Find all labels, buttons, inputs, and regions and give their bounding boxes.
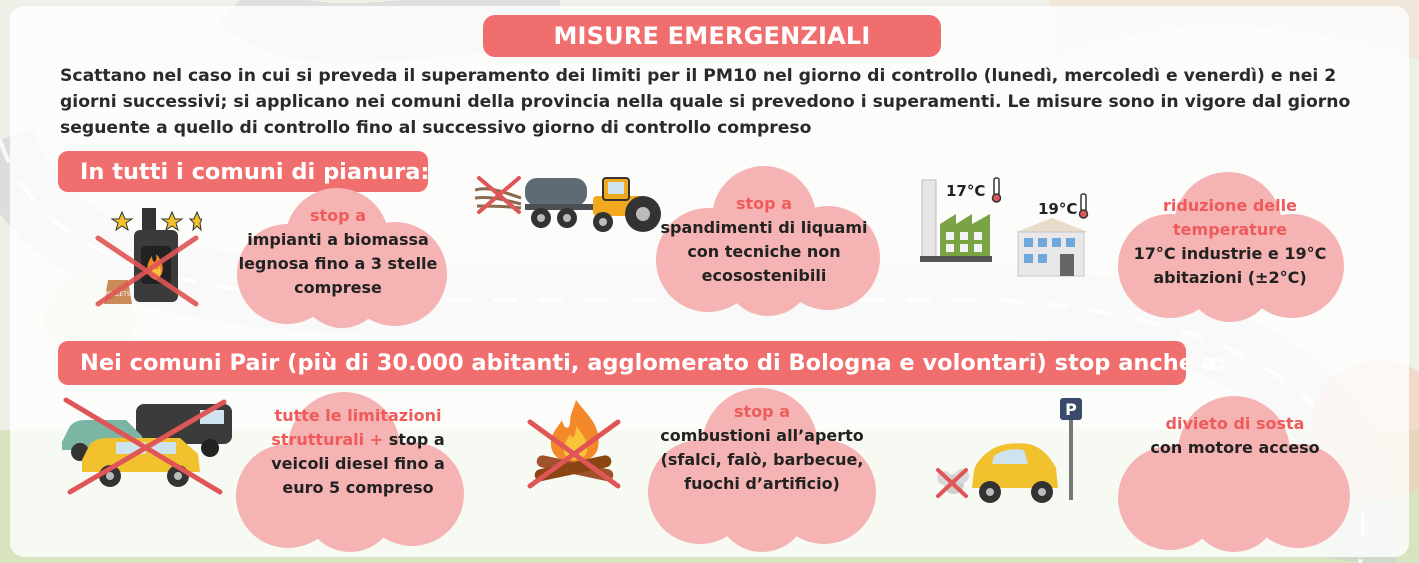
slurry-prefix: stop a [736,194,792,213]
vehicles-prefix: tutte le limitazioni strutturali + [271,406,442,449]
temperature-text: 17°C industrie e 19°C abitazioni (±2°C) [1133,244,1327,287]
parking-text: con motore acceso [1150,438,1320,457]
slurry-tanker-tractor-icon [475,172,667,234]
industry-temp-label: 17°C [946,182,986,200]
vehicles-measure [258,404,458,500]
parking-prefix: divieto di sosta [1165,414,1305,433]
burning-measure [656,400,868,496]
biomass-measure [232,204,444,300]
vehicles-crossed-icon [60,396,238,496]
pellets-label: PELLETS [105,291,131,298]
parking-measure [1150,412,1320,460]
parked-car-engine-on-icon [932,398,1084,506]
factory-house-thermometer-icon [918,172,1100,278]
temperature-prefix: riduzione delle temperature [1163,196,1297,239]
home-temp-label: 19°C [1038,200,1078,218]
page-title: MISURE EMERGENZIALI [483,15,941,57]
bonfire-crossed-icon [524,396,624,492]
biomass-prefix: stop a [310,206,366,225]
vehicles-text: stop a veicoli diesel fino a euro 5 compreso [271,430,445,497]
burning-text: combustioni all’aperto (sfalci, falò, barbecue, fuochi d’artificio) [660,426,864,493]
biomass-stove-crossed-icon [92,208,202,308]
section1-heading: In tutti i comuni di pianura: [58,151,428,192]
biomass-text: impianti a biomassa legnosa fino a 3 stelle comprese [238,230,438,297]
slurry-text: spandimenti di liquami con tecniche non ecosostenibili [660,218,868,285]
slurry-measure [654,192,874,288]
burning-prefix: stop a [734,402,790,421]
parking-sign-label: P [1065,400,1077,419]
temperature-measure [1120,194,1340,290]
section2-heading: Nei comuni Pair (più di 30.000 abitanti, agglomerato di Bologna e volontari) stop anche a: [58,341,1186,385]
intro-paragraph: Scattano nel caso in cui si preveda il superamento dei limiti per il PM10 nel giorno di controllo (lunedì, mercoledì e venerdì) e nei 2 giorni successivi; si applicano nei comuni della provincia nella quale si prevedono i superamenti. Le misure sono in vigore dal giorno seguente a quello di controllo fino al successivo giorno di controllo compreso [60,66,1351,138]
